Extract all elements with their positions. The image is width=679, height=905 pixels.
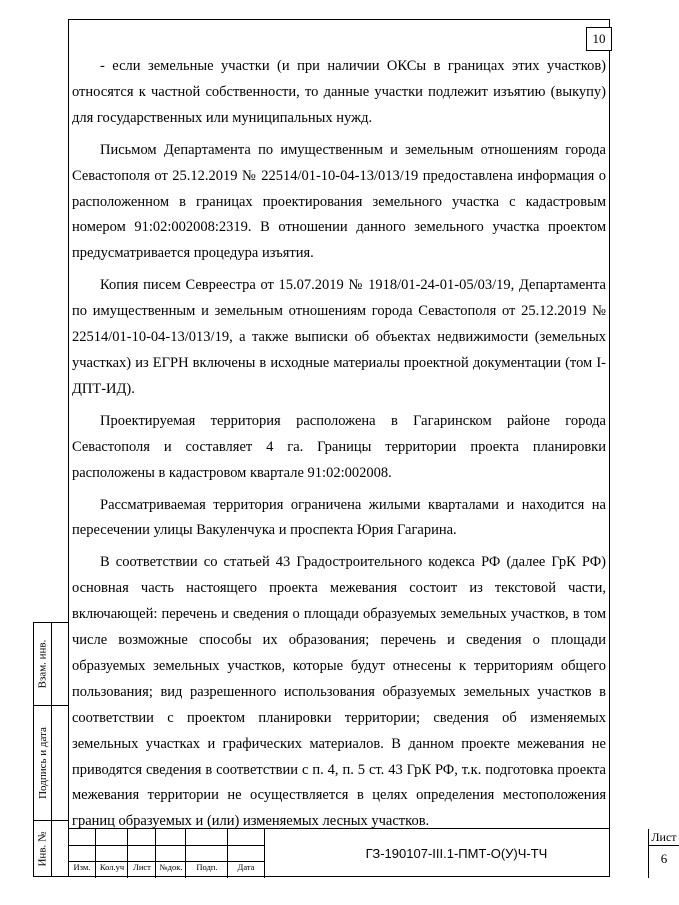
label-ndok: №док. — [159, 862, 183, 872]
page-number: 10 — [586, 27, 612, 51]
label-podp: Подп. — [196, 862, 218, 872]
label-list: Лист — [133, 862, 151, 872]
label-kol-uch: Кол.уч — [99, 862, 125, 872]
body-text — [72, 54, 606, 841]
sheet-number: 6 — [660, 851, 668, 866]
inv-number-label: Инв. № — [36, 831, 49, 867]
label-data: Дата — [237, 862, 255, 872]
sheet-label: Лист — [651, 830, 677, 844]
sheet-box — [648, 829, 678, 878]
side-stamp — [33, 622, 68, 877]
sheet-divider — [649, 845, 679, 846]
title-block — [68, 828, 677, 877]
vzam-inv-label: Взам. инв. — [36, 639, 49, 689]
side-stamp-divider — [51, 623, 52, 876]
paragraph-4: Проектируемая территория расположена в Гагаринском районе города Севастополя и составляет 4 га. Границы территории проекта планировки расположены в кадастровом квартале 91:02:002008. — [72, 412, 606, 481]
document-code: ГЗ-190107-III.1-ПМТ-О(У)Ч-ТЧ — [264, 829, 648, 878]
paragraph-2: Письмом Департамента по имущественным и земельным отношениям города Севастополя от 25.12.2019 № 22514/01-10-04-13/013/19 предоставлена информация о расположенном в границах проектирования земельного участка с кадастровым номером 91:02:002008:2319. В отношении данного земельного участка проектом предусматривается процедура изъятия. — [72, 141, 606, 262]
paragraph-6: В соответствии со статьей 43 Градостроительного кодекса РФ (далее ГрК РФ) основная часть настоящего проекта межевания состоит из текстовой части, включающей: перечень и сведения о площади образуемых земельных участков, в том числе возможные способы их образования; перечень и сведения о площади образуемых земельных участков, которые будут отнесены к территориям общего пользования; вид разрешенного использования образуемых земельных участков в соответствии с проектом планировки территории; сведения об изменяемых земельных участках и графических материалов. В данном проекте межевания не приводятся сведения в соответствии с п. 4, п. 5 ст. 43 ГрК РФ, т.к. подготовка проекта межевания территории не осуществляется в целях определения местоположения границ образуемых и (или) изменяемых лесных участков. — [72, 554, 606, 830]
label-izm: Изм. — [73, 862, 91, 872]
paragraph-5: Рассматриваемая территория ограничена жилыми кварталами и находится на пересечении улицы Вакуленчука и проспекта Юрия Гагарина. — [72, 496, 606, 539]
paragraph-1: - если земельные участки (и при наличии ОКСы в границах этих участков) относятся к частной собственности, то данные участки подлежит изъятию (выкупу) для государственных или муниципальных нужд. — [72, 58, 606, 126]
podpis-data-label: Подпись и дата — [36, 726, 49, 799]
paragraph-3: Копия писем Севреестра от 15.07.2019 № 1918/01-24-01-05/03/19, Департамента по имущественным и земельным отношениям города Севастополя от 25.12.2019 № 22514/01-10-04-13/013/19, а также выписки об объектах недвижимости (земельных участках) из ЕГРН включены в исходные материалы проектной документации (том I-ДПТ-ИД). — [72, 277, 606, 397]
